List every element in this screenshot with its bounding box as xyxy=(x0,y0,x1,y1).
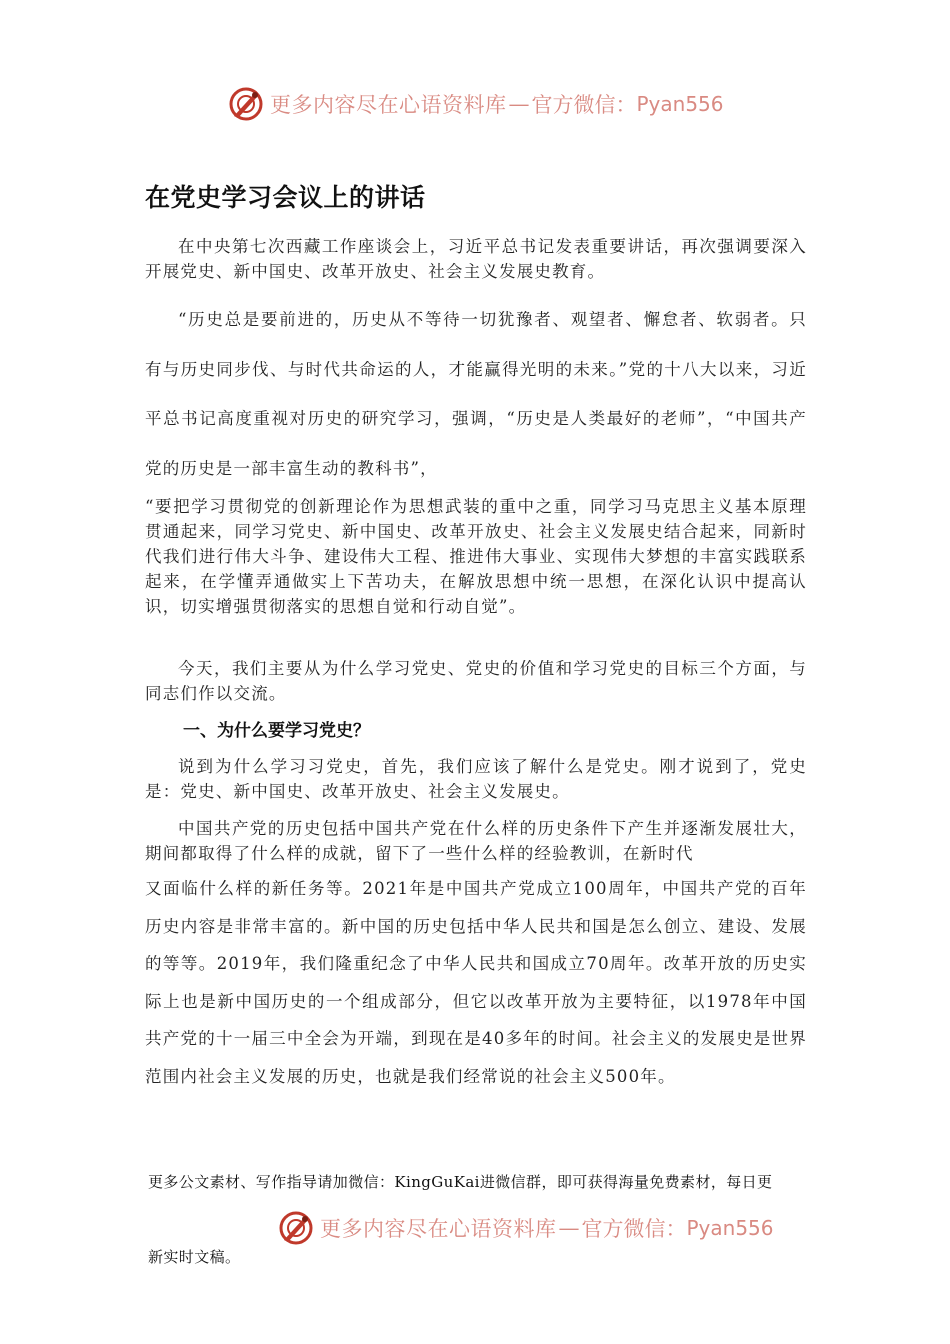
banner-wechat-label: 官方微信： xyxy=(531,93,637,117)
banner-text: 更多内容尽在心语资料库 xyxy=(320,1217,557,1241)
banner-text: 更多内容尽在心语资料库 xyxy=(270,93,507,117)
logo-icon xyxy=(228,86,264,122)
paragraph-3: 今天，我们主要从为什么学习党史、党史的价值和学习党史的目标三个方面，与同志们作以交流。 xyxy=(145,659,807,703)
section-heading-1: 一、为什么要学习党史？ xyxy=(183,721,370,741)
banner-separator: — xyxy=(508,92,530,116)
banner-wechat-id: Pyan556 xyxy=(636,92,724,116)
paragraph-4: 说到为什么学习习党史，首先，我们应该了解什么是党史。刚才说到了，党史是：党史、新中国史、改革开放史、社会主义发展史。 xyxy=(145,757,807,801)
paragraph-1: 在中央第七次西藏工作座谈会上，习近平总书记发表重要讲话，再次强调要深入开展党史、新中国史、改革开放史、社会主义发展史教育。 xyxy=(145,237,807,281)
header-banner xyxy=(228,84,724,124)
banner-separator: — xyxy=(558,1216,580,1240)
paragraph-5-continued: 又面临什么样的新任务等。2021年是中国共产党成立100周年，中国共产党的百年历史内容是非常丰富的。新中国的历史包括中华人民共和国是怎么创立、建设、发展的等等。2019年，我们隆重纪念了中华人民共和国成立70周年。改革开放的历史实际上也是新中国历史的一个组成部分，但它以改革开放为主要特征，以1978年中国共产党的十一届三中全会为开端，到现在是40多年的时间。社会主义的发展史是世界范围内社会主义发展的历史，也就是我们经常说的社会主义500年。 xyxy=(145,879,807,1086)
document-title: 在党史学习会议上的讲话 xyxy=(145,183,426,212)
banner-wechat-label: 官方微信： xyxy=(581,1217,687,1241)
paragraph-5: 中国共产党的历史包括中国共产党在什么样的历史条件下产生并逐渐发展壮大，期间都取得了什么样的成就，留下了一些什么样的经验教训，在新时代 xyxy=(145,819,807,863)
paragraph-2-continued: “要把学习贯彻党的创新理论作为思想武装的重中之重，同学习马克思主义基本原理贯通起来，同学习党史、新中国史、改革开放史、社会主义发展史结合起来，同新时代我们进行伟大斗争、建设伟大工程、推进伟大事业、实现伟大梦想的丰富实践联系起来，在学懂弄通做实上下苦功夫，在解放思想中统一思想，在深化认识中提高认识，切实增强贯彻落实的思想自觉和行动自觉”。 xyxy=(145,497,807,616)
footer-note-line-1: 更多公文素材、写作指导请加微信：KingGuKai进微信群，即可获得海量免费素材，每日更 xyxy=(148,1173,773,1191)
paragraph-2: “历史总是要前进的，历史从不等待一切犹豫者、观望者、懈怠者、软弱者。只有与历史同步伐、与时代共命运的人，才能赢得光明的未来。”党的十八大以来，习近平总书记高度重视对历史的研究学习，强调，“历史是人类最好的老师”，“中国共产党的历史是一部丰富生动的教科书”， xyxy=(145,310,807,478)
banner-wechat-id: Pyan556 xyxy=(686,1216,774,1240)
footer-note-line-2: 新实时文稿。 xyxy=(148,1248,241,1266)
footer-banner xyxy=(278,1208,774,1248)
logo-icon xyxy=(278,1210,314,1246)
